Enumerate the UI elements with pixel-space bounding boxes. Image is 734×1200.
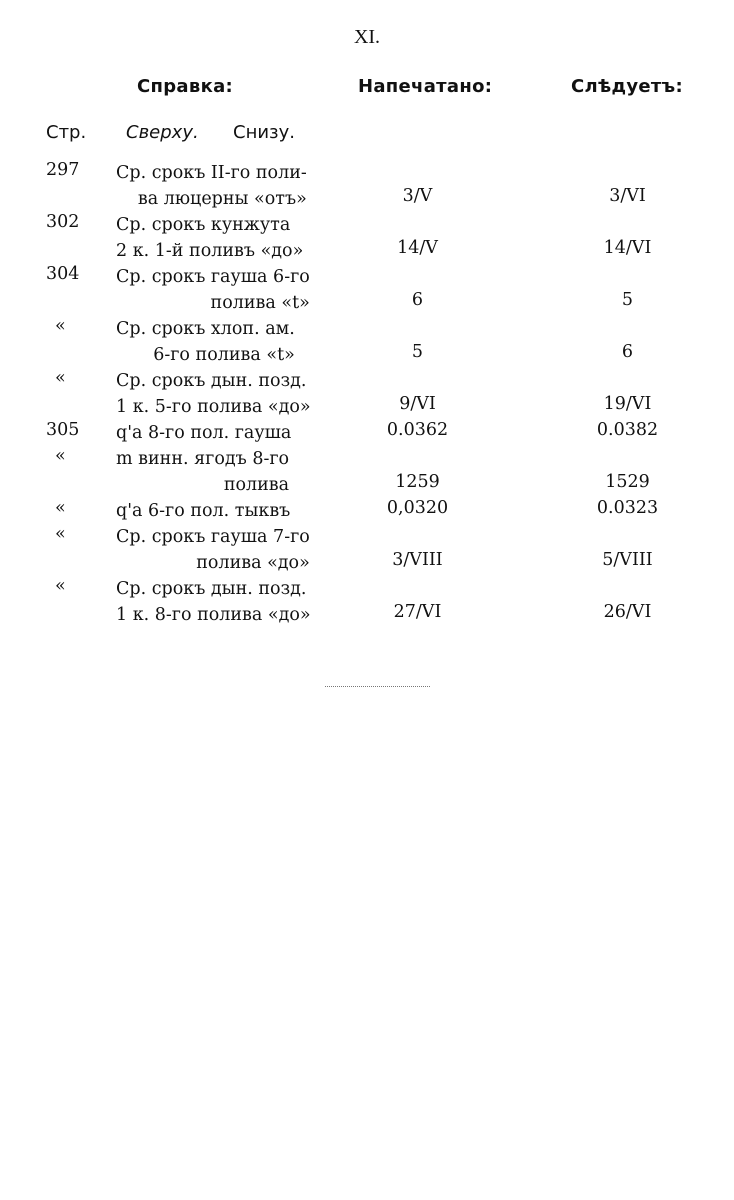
reference-description: [116, 264, 310, 316]
correct-value: 19/VI: [603, 394, 652, 414]
reference-description: [116, 524, 310, 576]
description-line-2: 1 к. 5-го полива «до»: [116, 397, 311, 417]
correct-value: 14/VI: [603, 238, 652, 258]
printed-value: 9/VI: [399, 394, 436, 414]
page-reference: 305: [46, 420, 80, 440]
description-line-1: Ср. срокъ дын. позд.: [116, 371, 307, 391]
correct-value: 6: [621, 342, 634, 362]
header-sleduet: Слѣдуетъ:: [571, 76, 683, 97]
reference-description: [116, 576, 311, 628]
table-row: [0, 312, 734, 364]
printed-value: 6: [411, 290, 424, 310]
table-row: [0, 208, 734, 260]
page-reference: «: [55, 316, 66, 336]
correct-value: 0.0382: [596, 420, 659, 440]
description-line-2: полива: [223, 475, 290, 495]
page-number: XI.: [353, 26, 381, 48]
correct-value: 1529: [605, 472, 650, 492]
printed-value: 5: [411, 342, 424, 362]
table-row: [0, 260, 734, 312]
description-line-1: q'a 6-го пол. тыквъ: [116, 501, 291, 521]
table-row: [0, 416, 734, 442]
page-reference: «: [55, 368, 66, 388]
subheader-page: Стр.: [46, 122, 87, 143]
reference-description: [116, 316, 295, 368]
correct-value: 3/VI: [609, 186, 646, 206]
printed-value: 1259: [395, 472, 440, 492]
page-reference: «: [55, 524, 66, 544]
description-line-2: полива «t»: [210, 293, 310, 313]
reference-description: [116, 368, 311, 420]
footer-rule: [325, 686, 430, 689]
description-line-1: Ср. срокъ гауша 6-го: [116, 267, 310, 287]
subheader-from-top: Сверху.: [126, 122, 199, 143]
printed-value: 0.0362: [386, 420, 449, 440]
table-row: [0, 494, 734, 520]
table-row: [0, 572, 734, 624]
page-reference: «: [55, 446, 66, 466]
printed-value: 3/V: [402, 186, 433, 206]
page-reference: 304: [46, 264, 80, 284]
printed-value: 0,0320: [386, 498, 449, 518]
description-line-1: Ср. срокъ хлоп. ам.: [116, 319, 295, 339]
description-line-2: ва люцерны «отъ»: [137, 189, 307, 209]
description-line-1: Ср. срокъ II-го поли-: [116, 163, 307, 183]
correct-value: 5/VIII: [602, 550, 653, 570]
description-line-1: m винн. ягодъ 8-го: [116, 449, 290, 469]
page-reference: «: [55, 576, 66, 596]
header-spravka: Справка:: [137, 76, 234, 97]
header-napechatano: Напечатано:: [358, 76, 493, 97]
printed-value: 14/V: [397, 238, 438, 258]
page-reference: 297: [46, 160, 80, 180]
printed-value: 3/VIII: [392, 550, 443, 570]
description-line-2: полива «до»: [196, 553, 310, 573]
description-line-1: q'a 8-го пол. гауша: [116, 423, 292, 443]
table-row: [0, 442, 734, 494]
description-line-1: Ср. срокъ гауша 7-го: [116, 527, 310, 547]
correct-value: 0.0323: [596, 498, 659, 518]
table-row: [0, 156, 734, 208]
description-line-1: Ср. срокъ кунжута: [116, 215, 291, 235]
page-reference: «: [55, 498, 66, 518]
description-line-1: Ср. срокъ дын. позд.: [116, 579, 307, 599]
printed-value: 27/VI: [393, 602, 442, 622]
reference-description: [116, 446, 289, 498]
description-line-2: 6-го полива «t»: [153, 345, 295, 365]
correct-value: 5: [621, 290, 634, 310]
table-row: [0, 520, 734, 572]
subheader-from-bottom: Снизу.: [233, 122, 295, 143]
correct-value: 26/VI: [603, 602, 652, 622]
errata-table: [0, 156, 734, 624]
reference-description: [116, 160, 307, 212]
page-reference: 302: [46, 212, 80, 232]
reference-description: [116, 212, 303, 264]
description-line-2: 2 к. 1-й поливъ «до»: [116, 241, 304, 261]
table-row: [0, 364, 734, 416]
description-line-2: 1 к. 8-го полива «до»: [116, 605, 311, 625]
